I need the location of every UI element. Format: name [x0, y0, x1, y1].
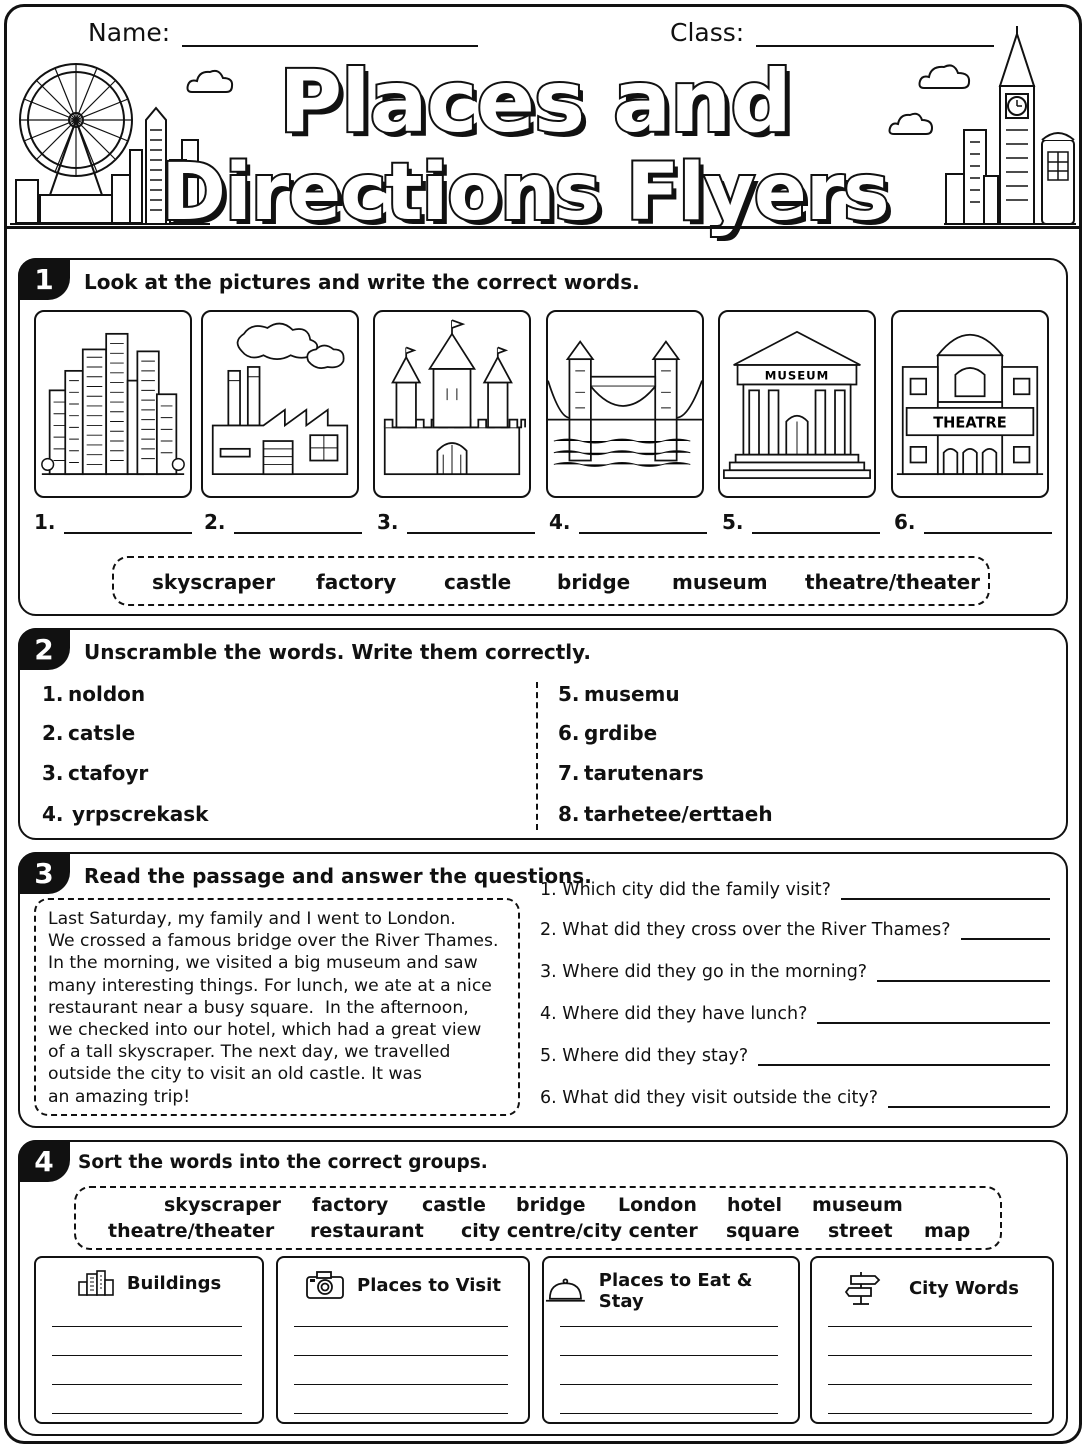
- passage-line: We crossed a famous bridge over the River Thames.: [48, 931, 499, 952]
- word-bank-item: factory: [312, 1194, 389, 1216]
- answer-line[interactable]: [560, 1326, 778, 1327]
- question-text: 4. Where did they have lunch?: [540, 1004, 808, 1024]
- question-text: 2. What did they cross over the River Thames?: [540, 920, 951, 940]
- word-bank-item: square: [726, 1220, 800, 1242]
- column-divider: [536, 682, 538, 830]
- word-bank-4: [74, 1186, 1002, 1250]
- picture-castle: [373, 310, 531, 498]
- item-number: 7.: [558, 761, 580, 785]
- answer-line[interactable]: [560, 1384, 778, 1385]
- section-instruction: Look at the pictures and write the correct words.: [84, 270, 640, 294]
- item-number: 8.: [558, 802, 580, 826]
- factory-icon: [203, 312, 357, 496]
- word-bank-1: [112, 556, 990, 606]
- camera-icon: [305, 1270, 345, 1300]
- title-line-1: Places and: [279, 52, 791, 152]
- answer-line[interactable]: [294, 1384, 508, 1385]
- unscramble-item: [42, 761, 148, 785]
- question: [540, 880, 1050, 900]
- question: [540, 920, 1050, 940]
- answer-6[interactable]: [894, 510, 1052, 534]
- answer-line[interactable]: [560, 1355, 778, 1356]
- item-number: 5.: [558, 682, 580, 706]
- answer-line[interactable]: [294, 1355, 508, 1356]
- answer-line[interactable]: [752, 514, 880, 534]
- answer-line[interactable]: [888, 1106, 1050, 1108]
- group-header: [812, 1270, 1052, 1306]
- museum-icon: [720, 312, 874, 496]
- scrambled-word: noldon: [68, 682, 146, 706]
- passage-line: of a tall skyscraper. The next day, we travelled: [48, 1042, 451, 1063]
- question: [540, 1004, 1050, 1024]
- group-city-words: [810, 1256, 1054, 1424]
- scrambled-word: yrpscrekask: [72, 802, 209, 826]
- answer-2[interactable]: [204, 510, 362, 534]
- word-bank-item: restaurant: [310, 1220, 424, 1242]
- answer-number: 4.: [549, 510, 571, 534]
- answer-line[interactable]: [294, 1413, 508, 1414]
- buildings-icon: [77, 1270, 115, 1296]
- group-places-to-eat-stay: [542, 1256, 800, 1424]
- group-header: [278, 1270, 528, 1300]
- question-text: 1. Which city did the family visit?: [540, 880, 831, 900]
- section-instruction: Sort the words into the correct groups.: [78, 1152, 488, 1173]
- question: [540, 962, 1050, 982]
- passage-line: outside the city to visit an old castle. It was: [48, 1064, 423, 1085]
- section-number-badge: 3: [18, 852, 70, 894]
- section-number-badge: 1: [18, 258, 70, 300]
- answer-line[interactable]: [828, 1326, 1032, 1327]
- word-bank-item: skyscraper: [152, 570, 276, 594]
- section-instruction: Read the passage and answer the questions.: [84, 864, 592, 888]
- section-1: [18, 258, 1068, 616]
- passage-line: an amazing trip!: [48, 1086, 191, 1107]
- skyscraper-icon: [36, 312, 190, 496]
- word-bank-item: castle: [444, 570, 512, 594]
- question-text: 6. What did they visit outside the city?: [540, 1088, 879, 1108]
- word-bank-item: theatre/theater: [805, 570, 980, 594]
- theatre-sign-text: THEATRE: [933, 414, 1007, 432]
- item-number: 6.: [558, 721, 580, 745]
- scrambled-word: catsle: [68, 721, 136, 745]
- name-input-line[interactable]: [182, 23, 478, 47]
- answer-number: 6.: [894, 510, 916, 534]
- word-bank-item: theatre/theater: [108, 1220, 275, 1242]
- answer-line[interactable]: [64, 514, 192, 534]
- answer-line[interactable]: [877, 980, 1050, 982]
- unscramble-item: [42, 802, 208, 826]
- unscramble-item: [558, 721, 657, 745]
- header-divider: [4, 226, 1082, 229]
- word-bank-item: castle: [422, 1194, 486, 1216]
- answer-line[interactable]: [828, 1384, 1032, 1385]
- item-number: 3.: [42, 761, 64, 785]
- answer-line[interactable]: [294, 1326, 508, 1327]
- answer-line[interactable]: [407, 514, 535, 534]
- answer-number: 5.: [722, 510, 744, 534]
- answer-1[interactable]: [34, 510, 192, 534]
- group-label: Places to Visit: [357, 1274, 501, 1296]
- answer-number: 3.: [377, 510, 399, 534]
- word-bank-item: London: [618, 1194, 697, 1216]
- answer-line[interactable]: [52, 1326, 242, 1327]
- word-bank-item: bridge: [516, 1194, 586, 1216]
- answer-line[interactable]: [817, 1022, 1050, 1024]
- question-text: 5. Where did they stay?: [540, 1046, 749, 1066]
- big-ben-skyline-icon: [944, 26, 1076, 226]
- answer-line[interactable]: [758, 1064, 1050, 1066]
- group-header: [544, 1270, 798, 1312]
- passage-line: we checked into our hotel, which had a great view: [48, 1020, 482, 1041]
- section-instruction: Unscramble the words. Write them correctly.: [84, 640, 591, 664]
- scrambled-word: tarutenars: [584, 761, 704, 785]
- answer-line[interactable]: [52, 1384, 242, 1385]
- answer-5[interactable]: [722, 510, 880, 534]
- reading-passage: [34, 898, 520, 1116]
- section-number-badge: 2: [18, 628, 70, 670]
- answer-line[interactable]: [52, 1413, 242, 1414]
- cloche-icon: [544, 1277, 587, 1305]
- word-bank-item: museum: [672, 570, 768, 594]
- item-number: 1.: [42, 682, 64, 706]
- answer-line[interactable]: [579, 514, 707, 534]
- unscramble-item: [558, 802, 773, 826]
- picture-museum: [718, 310, 876, 498]
- passage-line: In the morning, we visited a big museum and saw: [48, 953, 478, 974]
- museum-sign-text: MUSEUM: [764, 368, 830, 383]
- item-number: 2.: [42, 721, 64, 745]
- unscramble-item: [558, 682, 680, 706]
- question: [540, 1046, 1050, 1066]
- scrambled-word: tarhetee/erttaeh: [584, 802, 773, 826]
- section-3: [18, 852, 1068, 1128]
- word-bank-item: factory: [316, 570, 397, 594]
- class-label: Class:: [670, 18, 745, 47]
- signpost-icon: [845, 1270, 883, 1306]
- picture-skyscraper: [34, 310, 192, 498]
- unscramble-item: [558, 761, 704, 785]
- name-field: [88, 18, 478, 47]
- answer-number: 1.: [34, 510, 56, 534]
- group-label: City Words: [908, 1277, 1020, 1299]
- name-label: Name:: [88, 18, 171, 47]
- word-bank-item: street: [828, 1220, 893, 1242]
- answer-3[interactable]: [377, 510, 535, 534]
- answer-line[interactable]: [924, 514, 1052, 534]
- section-4: [18, 1140, 1068, 1436]
- theatre-icon: [893, 312, 1047, 496]
- picture-factory: [201, 310, 359, 498]
- answer-4[interactable]: [549, 510, 707, 534]
- group-header: [36, 1270, 262, 1296]
- answer-line[interactable]: [560, 1413, 778, 1414]
- item-number: 4.: [42, 802, 64, 826]
- word-bank-item: skyscraper: [164, 1194, 281, 1216]
- word-bank-item: museum: [812, 1194, 903, 1216]
- group-label: Buildings: [126, 1272, 222, 1294]
- passage-line: restaurant near a busy square. In the afternoon,: [48, 997, 469, 1018]
- word-bank-item: bridge: [557, 570, 631, 594]
- unscramble-item: [42, 682, 145, 706]
- unscramble-item: [42, 721, 135, 745]
- answer-line[interactable]: [52, 1355, 242, 1356]
- scrambled-word: grdibe: [584, 721, 658, 745]
- answer-line[interactable]: [828, 1355, 1032, 1356]
- group-places-to-visit: [276, 1256, 530, 1424]
- word-bank-item: city centre/city center: [461, 1220, 698, 1242]
- scrambled-word: musemu: [584, 682, 680, 706]
- word-bank-item: map: [924, 1220, 971, 1242]
- castle-icon: [375, 312, 529, 496]
- group-buildings: [34, 1256, 264, 1424]
- answer-line[interactable]: [234, 514, 362, 534]
- question-text: 3. Where did they go in the morning?: [540, 962, 868, 982]
- passage-line: Last Saturday, my family and I went to London.: [48, 909, 456, 929]
- answer-line[interactable]: [841, 898, 1050, 900]
- picture-theatre: [891, 310, 1049, 498]
- word-bank-item: hotel: [727, 1194, 783, 1216]
- bridge-icon: [548, 312, 702, 496]
- answer-line[interactable]: [828, 1413, 1032, 1414]
- section-number-badge: 4: [18, 1140, 70, 1182]
- question: [540, 1088, 1050, 1108]
- group-label: Places to Eat & Stay: [598, 1270, 753, 1312]
- answer-number: 2.: [204, 510, 226, 534]
- answer-line[interactable]: [961, 938, 1050, 940]
- passage-line: many interesting things. For lunch, we ate at a nice: [48, 975, 492, 996]
- picture-bridge: [546, 310, 704, 498]
- title-line-2: Directions Flyers: [161, 148, 889, 238]
- section-2: [18, 628, 1068, 840]
- scrambled-word: ctafoyr: [68, 761, 149, 785]
